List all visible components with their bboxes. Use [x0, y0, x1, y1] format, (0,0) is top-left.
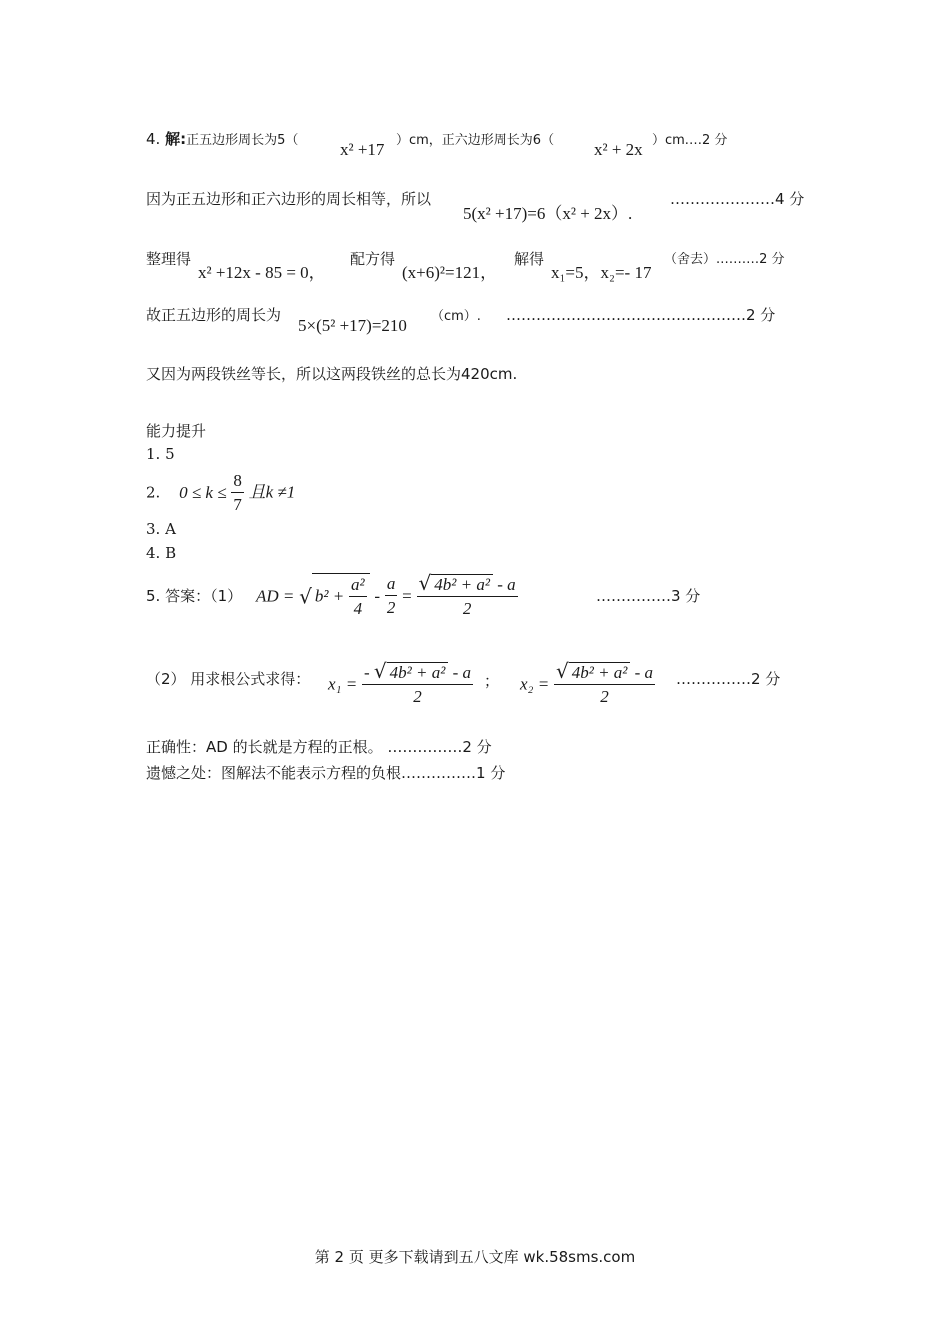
score: …………………4 分 — [670, 190, 805, 208]
equation-completed-square: (x+6)²=121， — [402, 263, 498, 282]
score: ）cm.…2 分 — [652, 133, 728, 148]
page-footer: 第 2 页 更多下载请到五八文库 wk.58sms.com — [314, 1248, 636, 1266]
formula-x2: x₂ = $\frac{\text{√ 4b² + a² - a}}{2}$ — [520, 659, 654, 706]
text: 配方得 — [350, 250, 396, 268]
solution-line-1: 4. 解:正五边形周长为5（ — [146, 130, 299, 148]
score: ……………3 分 — [596, 587, 701, 605]
answer-5-label: 5. 答案：（1） — [146, 587, 243, 605]
text: 正五边形周长为5（ — [186, 133, 299, 148]
part-2-label: （2） 用求根公式求得： — [146, 670, 311, 688]
text: 整理得 — [146, 250, 192, 268]
score: （舍去）.………2 分 — [664, 252, 785, 267]
correctness-note: 正确性：AD 的长就是方程的正根。 ……………2 分 — [146, 738, 492, 756]
regret-note: 遗憾之处：图解法不能表示方程的负根……………1 分 — [146, 764, 506, 782]
separator: ； — [484, 672, 500, 690]
formula-ad: AD = √ b² + $\frac{\text{a²}}{4}$ - $\frac{a}{2}$ = $\frac{\text{√ 4b² + a² - a}}{2}$ — [256, 572, 518, 621]
solution-label: 解 — [165, 130, 181, 148]
text: ）cm，正六边形周长为6（ — [396, 133, 555, 148]
fraction: $\frac{8}{7}$ — [233, 471, 242, 514]
equation-perimeters: 5(x² +17)=6（x² + 2x）. — [463, 204, 633, 223]
text: 解得 — [514, 250, 545, 268]
answer-4: 4. B — [146, 544, 177, 562]
answer-3: 3. A — [146, 520, 176, 538]
score: ……………2 分 — [676, 670, 781, 688]
roots: x₁=5，x₂=- 17 — [551, 263, 652, 282]
unit: （cm）. — [431, 309, 481, 324]
equation-quadratic: x² +12x - 85 = 0， — [198, 263, 326, 282]
formula-x1: x₁ = $\frac{\text{- √ 4b² + a² - a}}{2}$ — [328, 659, 471, 706]
text: 故正五边形的周长为 — [146, 306, 282, 324]
problem-number: 4. — [146, 130, 161, 148]
answer-2: 2. 0 ≤ k ≤ $\frac{8}{7}$ 且k ≠1 — [146, 470, 295, 517]
solution-line-2: 因为正五边形和正六边形的周长相等，所以 — [146, 190, 432, 208]
answer-1: 1. 5 — [146, 445, 175, 463]
expr-x2-2x: x² + 2x — [594, 140, 643, 159]
expr-x2-17: x² +17 — [340, 140, 385, 159]
score: …………………………………………2 分 — [506, 306, 776, 324]
section-heading: 能力提升 — [146, 422, 207, 440]
conclusion: 又因为两段铁丝等长，所以这两段铁丝的总长为420cm. — [146, 365, 518, 383]
perimeter-calculation: 5×(5² +17)=210 — [298, 316, 407, 335]
